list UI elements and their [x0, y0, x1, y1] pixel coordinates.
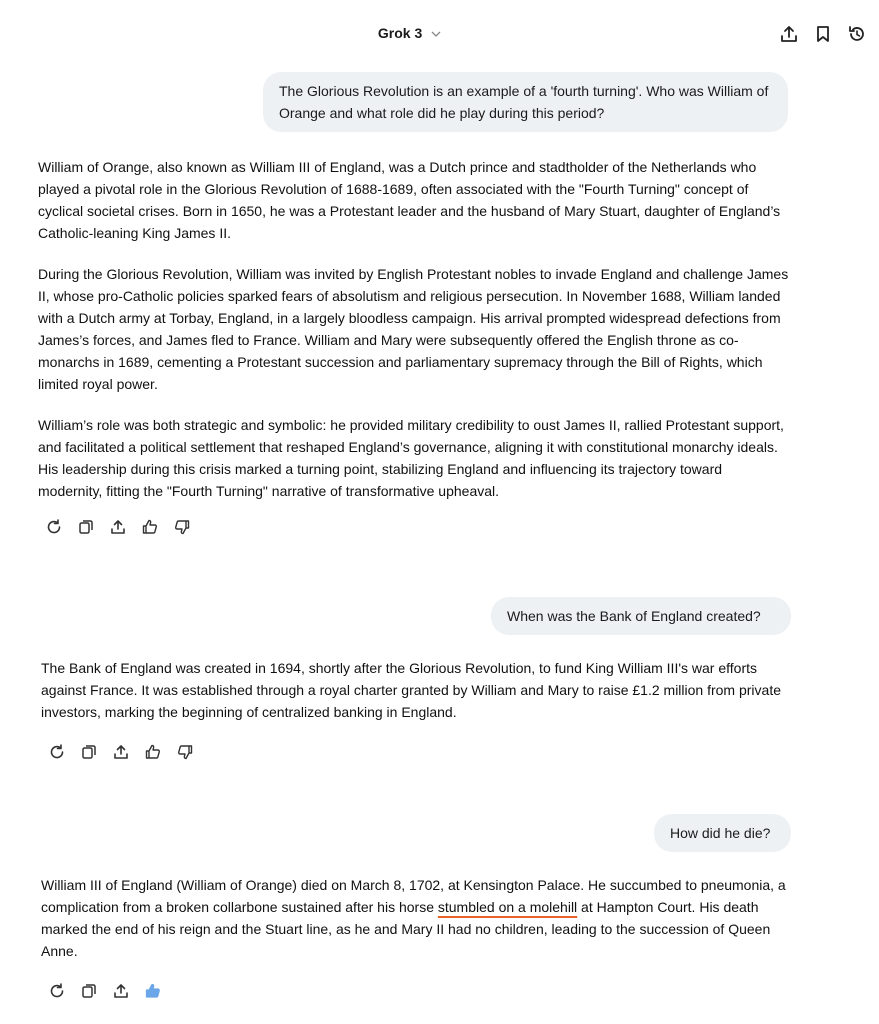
thumbs-up-filled-icon[interactable] [144, 982, 162, 1000]
user-message-text: When was the Bank of England created? [507, 608, 761, 624]
answer-paragraph: The Bank of England was created in 1694, shortly after the Glorious Revolution, to fund King William III's war efforts against France. It was established through a royal charter granted by William and Mary to raise £1.2 million from private investors, marking the beginning of centralized banking in England. [41, 660, 782, 720]
share-icon[interactable] [109, 518, 127, 536]
assistant-message-2 [41, 657, 793, 723]
user-message-1 [263, 72, 788, 132]
thumbs-down-icon[interactable] [173, 518, 191, 536]
user-message-3 [654, 814, 791, 852]
share-icon[interactable] [112, 982, 130, 1000]
header-actions [779, 24, 867, 44]
answer-paragraph: William of Orange, also known as William III of England, was a Dutch prince and stadtholder of the Netherlands who played a pivotal role in the Glorious Revolution of 1688-1689, often associated with the "Fourth Turning" concept of cyclical societal crises. Born in 1650, he was a Protestant leader and the husband of Mary Stuart, daughter of England’s Catholic-leaning King James II. [38, 159, 781, 241]
model-selector[interactable] [0, 25, 820, 41]
highlighted-phrase: stumbled on a molehill [437, 899, 578, 915]
answer-paragraph: William’s role was both strategic and symbolic: he provided military credibility to oust James II, rallied Protestant support, and facilitated a political settlement that reshaped England’s governance, aligning it with constitutional monarchy ideals. His leadership during this crisis marked a turning point, stabilizing England and influencing its trajectory toward modernity, fitting the "Fourth Turning" narrative of transformative upheaval. [38, 417, 784, 499]
message-actions-1 [45, 518, 191, 536]
thumbs-up-icon[interactable] [141, 518, 159, 536]
answer-text: at Hampton Court. His death marked the end of his reign and the Stuart line, as he and Mary II had no children, leading to the succession of Queen Anne. [41, 899, 771, 959]
copy-icon[interactable] [80, 743, 98, 761]
thumbs-up-icon[interactable] [144, 743, 162, 761]
bookmark-icon[interactable] [813, 24, 833, 44]
user-message-2 [491, 597, 791, 635]
answer-text: William III of England (William of Orange) died on March 8, 1702, at Kensington Palace. He succumbed to pneumonia, a complication from a broken collarbone sustained after his horse [41, 877, 786, 915]
history-icon[interactable] [847, 24, 867, 44]
copy-icon[interactable] [80, 982, 98, 1000]
user-message-text: How did he die? [670, 825, 771, 841]
regenerate-icon[interactable] [45, 518, 63, 536]
assistant-message-3 [41, 874, 793, 962]
answer-paragraph [41, 874, 793, 962]
message-actions-3 [48, 982, 162, 1000]
share-icon[interactable] [779, 24, 799, 44]
message-actions-2 [48, 743, 194, 761]
share-icon[interactable] [112, 743, 130, 761]
chevron-down-icon [430, 28, 442, 40]
model-label: Grok 3 [377, 25, 423, 41]
user-message-text: The Glorious Revolution is an example of a 'fourth turning'. Who was William of Orange and what role did he play during this period? [279, 83, 769, 121]
regenerate-icon[interactable] [48, 743, 66, 761]
copy-icon[interactable] [77, 518, 95, 536]
thumbs-down-icon[interactable] [176, 743, 194, 761]
assistant-message-1 [38, 156, 790, 502]
regenerate-icon[interactable] [48, 982, 66, 1000]
answer-paragraph: During the Glorious Revolution, William was invited by English Protestant nobles to invade England and challenge James II, whose pro-Catholic policies sparked fears of absolutism and religious persecution. In November 1688, William landed with a Dutch army at Torbay, England, in a largely bloodless campaign. His arrival prompted widespread defections from James’s forces, and James fled to France. William and Mary were subsequently offered the English throne as co-monarchs in 1689, cementing a Protestant succession and parliamentary supremacy through the Bill of Rights, which limited royal power. [38, 266, 789, 392]
